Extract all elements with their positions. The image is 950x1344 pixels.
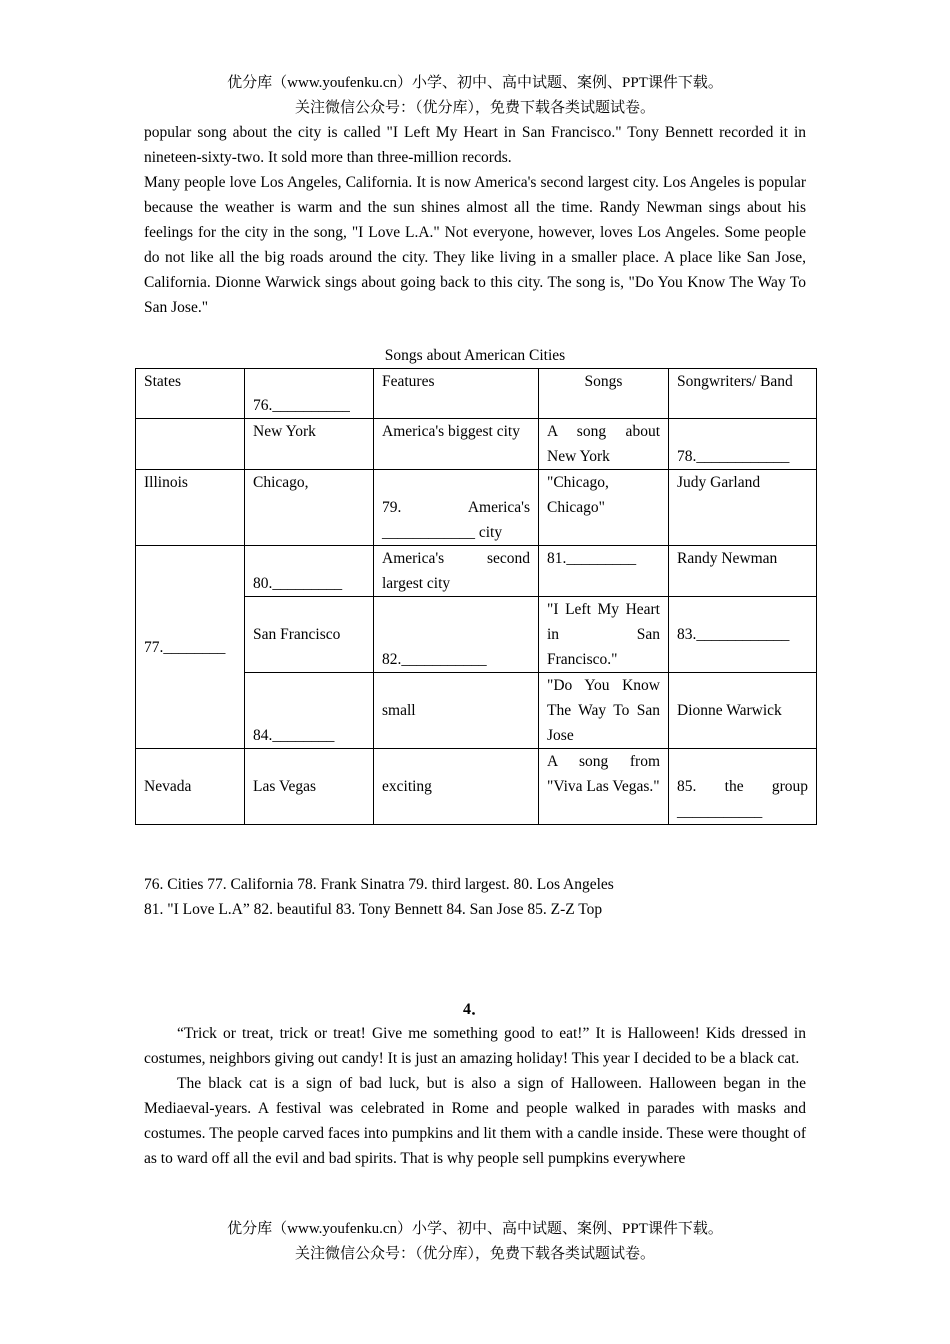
table-cell-feature: small [374,673,539,749]
header-cell-songwriters: Songwriters/ Band [669,369,817,419]
table-cell-writer: Randy Newman [669,546,817,597]
header-cell-blank-76: 76.__________ [245,369,374,419]
header-cell-songs: Songs [539,369,669,419]
table-cell-song-blank-81: 81._________ [539,546,669,597]
table-cell-song: "Chicago, Chicago" [539,470,669,546]
answer-key [144,872,844,922]
passage-paragraph: Many people love Los Angeles, California. It is now America's second largest city. Los Angeles is popular because the weather is warm and the sun shines almost all the time. Randy Newman sings about his feelings for the city in the song, "I Love L.A." Not everyone, however, loves Los Angeles. Some people do not like all the big roads around the city. They like living in a smaller place. A place like San Jose, California. Dionne Warwick sings about going back to this city. The song is, "Do You Know The Way To San Jose." [144,174,806,316]
table-cell-feature-blank-79: 79. America's ____________ city [374,470,539,546]
table-cell-song: A song about New York [539,419,669,470]
passage-paragraph: “Trick or treat, trick or treat! Give me something good to eat!” It is Halloween! Kids dressed in costumes, neighbors giving out candy! It is just an amazing holiday! This year I decided to be a black cat. [144,1025,806,1067]
page-header [0,71,950,121]
table-cell-feature: America's biggest city [374,419,539,470]
table-cell-writer-blank-85: 85. the group ___________ [669,749,817,825]
table-cell-city: Chicago, [245,470,374,546]
table-header-row [136,369,817,419]
header-cell-states: States [136,369,245,419]
table-cell-city-blank-80: 80._________ [245,546,374,597]
table-cell-writer: Dionne Warwick [669,673,817,749]
header-line-1: 优分库（www.youfenku.cn）小学、初中、高中试题、案例、PPT课件下载。 [227,75,723,91]
table-cell-city-blank-84: 84.________ [245,673,374,749]
answer-line: 81. "I Love L.A” 82. beautiful 83. Tony Bennett 84. San Jose 85. Z-Z Top [144,901,603,918]
footer-line-2: 关注微信公众号：（优分库），免费下载各类试题试卷。 [294,1246,655,1262]
table-cell-feature-blank-82: 82.___________ [374,597,539,673]
table-cell-state [136,419,245,470]
table-caption: Songs about American Cities [384,347,566,364]
table-row [136,470,817,546]
songs-table [135,368,817,825]
table-cell-song: A song from "Viva Las Vegas." [539,749,669,825]
table-cell-writer-blank-83: 83.____________ [669,597,817,673]
page-footer [0,1217,950,1267]
table-cell-city: Las Vegas [245,749,374,825]
table-cell-writer-blank-78: 78.____________ [669,419,817,470]
passage-paragraph: popular song about the city is called "I Left My Heart in San Francisco." Tony Bennett recorded it in nineteen-sixty-two. It sold more than three-million records. [144,124,806,166]
section-number: 4． [462,1001,487,1018]
section-4-passage [144,1021,806,1171]
passage [144,120,806,320]
header-line-2: 关注微信公众号：（优分库），免费下载各类试题试卷。 [294,100,655,116]
table-cell-city: New York [245,419,374,470]
table-cell-feature: America's second largest city [374,546,539,597]
table-cell-state-blank-77: 77.________ [136,546,245,749]
footer-line-1: 优分库（www.youfenku.cn）小学、初中、高中试题、案例、PPT课件下载。 [227,1221,723,1237]
table-cell-state: Illinois [136,470,245,546]
table-cell-feature: exciting [374,749,539,825]
table-cell-song: "Do You Know The Way To San Jose [539,673,669,749]
table-cell-state: Nevada [136,749,245,825]
answer-line: 76. Cities 77. California 78. Frank Sinatra 79. third largest. 80. Los Angeles [144,876,614,893]
table-cell-song: "I Left My Heart in San Francisco." [539,597,669,673]
table-cell-writer: Judy Garland [669,470,817,546]
passage-paragraph: The black cat is a sign of bad luck, but is also a sign of Halloween. Halloween began in the Mediaeval-years. A festival was celebrated in Rome and people walked in parades with masks and costumes. The people carved faces into pumpkins and lit them with a candle inside. These were thought of as to ward off all the evil and bad spirits. That is why people sell pumpkins everywhere [144,1075,806,1167]
table-row [136,546,817,597]
header-cell-features: Features [374,369,539,419]
table-row [136,419,817,470]
table-row [136,749,817,825]
table-cell-city: San Francisco [245,597,374,673]
